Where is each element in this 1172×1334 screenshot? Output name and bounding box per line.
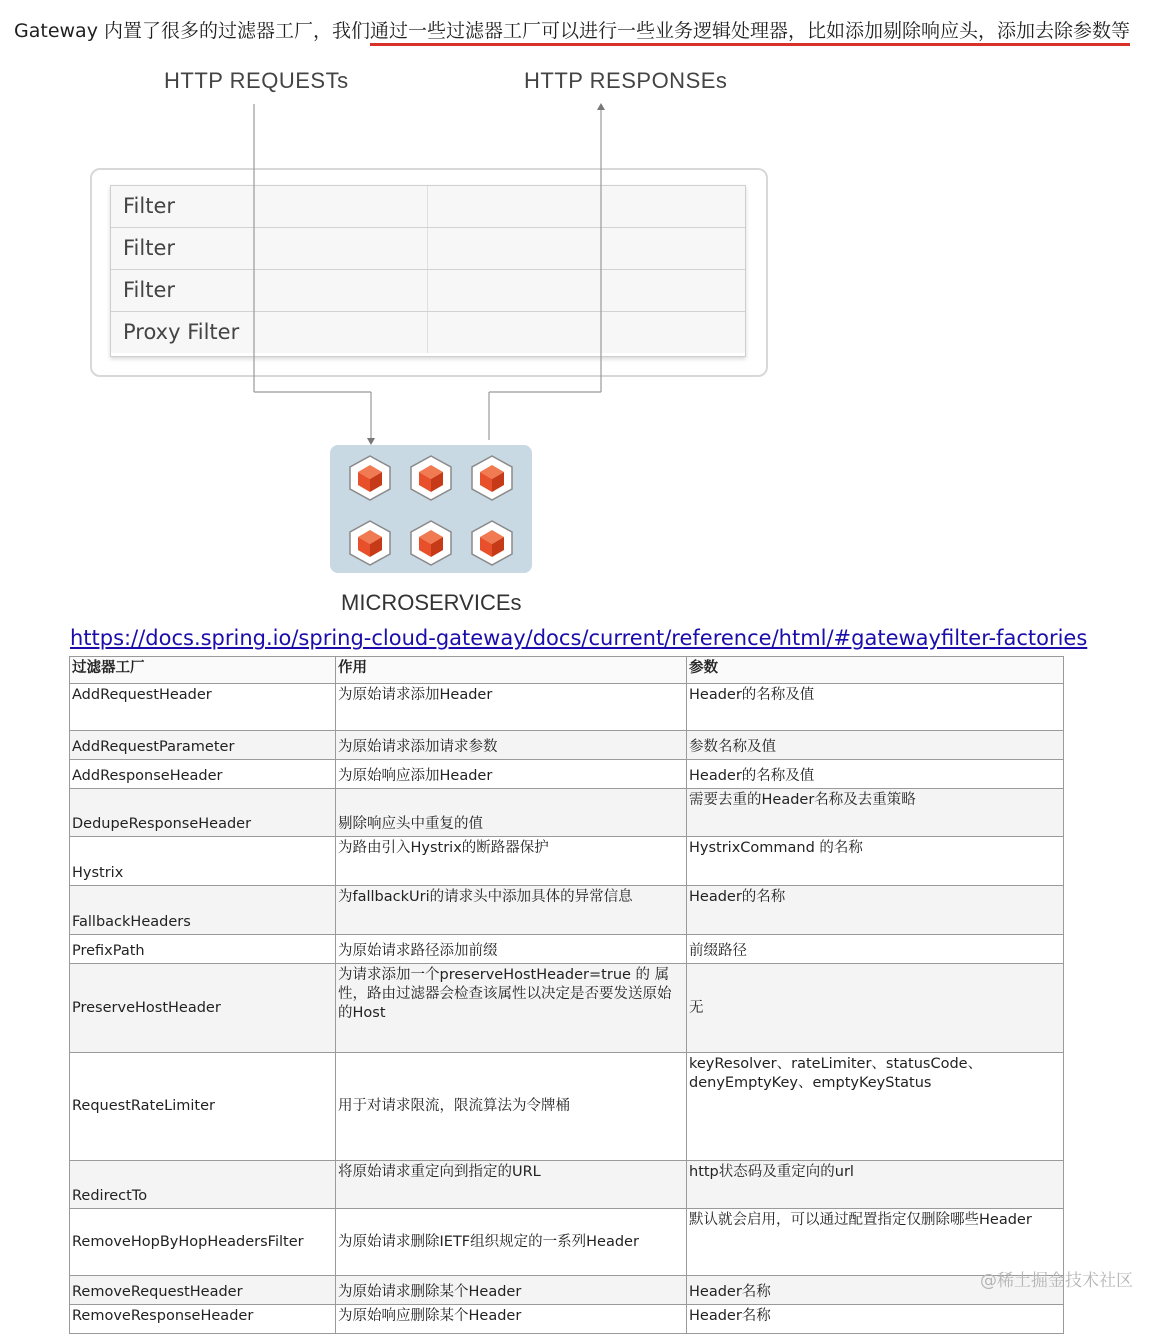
microservice-icons [330,445,532,573]
cell-purpose: 为原始响应删除某个Header [336,1305,687,1334]
cell-factory: Hystrix [70,837,336,886]
table-row [70,1209,1064,1276]
intro-prefix: Gateway 内置了很多的过滤器工厂，我们 [14,20,370,42]
cell-purpose: 剔除响应头中重复的值 [336,789,687,837]
table-row [70,1053,1064,1161]
cell-params: Header的名称 [687,886,1064,935]
cell-params: http状态码及重定向的url [687,1161,1064,1209]
cell-purpose: 为原始请求添加请求参数 [336,731,687,760]
responses-label: HTTP RESPONSEs [524,68,728,93]
table-row [70,684,1064,731]
cell-factory: AddResponseHeader [70,760,336,789]
table-row [70,1161,1064,1209]
cell-purpose: 为原始请求删除IETF组织规定的一系列Header [336,1209,687,1276]
table-row [70,1305,1064,1334]
cell-params: HystrixCommand 的名称 [687,837,1064,886]
cell-purpose: 为原始请求添加Header [336,684,687,731]
table-row [70,837,1064,886]
cell-factory: PrefixPath [70,935,336,964]
cube-icon [472,456,512,500]
cell-params: 参数名称及值 [687,731,1064,760]
docs-link[interactable]: https://docs.spring.io/spring-cloud-gateway/docs/current/reference/html/#gatewayfilter-factories [70,626,1088,650]
watermark: @稀土掘金技术社区 [980,1271,1133,1291]
flow-lines [0,0,1172,620]
table-row [70,935,1064,964]
cell-params: Header名称 [687,1276,1064,1305]
cell-factory: DedupeResponseHeader [70,789,336,837]
cell-params: 前缀路径 [687,935,1064,964]
cube-icon [472,521,512,565]
cell-factory: RemoveResponseHeader [70,1305,336,1334]
cell-factory: AddRequestHeader [70,684,336,731]
cell-purpose: 为原始请求路径添加前缀 [336,935,687,964]
cell-purpose: 将原始请求重定向到指定的URL [336,1161,687,1209]
cell-params: Header的名称及值 [687,684,1064,731]
arrow-up-icon [597,103,605,110]
cell-factory: RequestRateLimiter [70,1053,336,1161]
cell-purpose: 用于对请求限流，限流算法为令牌桶 [336,1053,687,1161]
cell-purpose: 为fallbackUri的请求头中添加具体的异常信息 [336,886,687,935]
cell-params: 需要去重的Header名称及去重策略 [687,789,1064,837]
filter-factories-table [69,656,1064,1334]
table-row [70,789,1064,837]
cube-icon [350,456,390,500]
filter-label: Filter [123,236,176,260]
requests-label: HTTP REQUESTs [164,68,349,93]
cell-factory: RemoveRequestHeader [70,1276,336,1305]
header-factory: 过滤器工厂 [70,657,336,684]
cell-purpose: 为请求添加一个preserveHostHeader=true 的 属性，路由过滤器会检查该属性以决定是否要发送原始的Host [336,964,687,1053]
cell-params: Header名称 [687,1305,1064,1334]
table-row [70,731,1064,760]
header-purpose: 作用 [336,657,687,684]
cube-icon [411,521,451,565]
cell-factory: PreserveHostHeader [70,964,336,1053]
table-row [70,964,1064,1053]
cell-purpose: 为路由引入Hystrix的断路器保护 [336,837,687,886]
cube-icon [350,521,390,565]
filter-label: Filter [123,194,176,218]
microservices-label: MICROSERVICEs [341,590,522,615]
table-header-row [70,657,1064,684]
table-row [70,1276,1064,1305]
cell-factory: AddRequestParameter [70,731,336,760]
cell-params: Header的名称及值 [687,760,1064,789]
cell-purpose: 为原始响应添加Header [336,760,687,789]
intro-highlight: 通过一些过滤器工厂可以进行一些业务逻辑处理器，比如添加剔除响应头，添加去除参数等 [370,20,1130,46]
cell-factory: FallbackHeaders [70,886,336,935]
header-params: 参数 [687,657,1064,684]
filter-label: Filter [123,278,176,302]
table-row [70,886,1064,935]
cell-params: keyResolver、rateLimiter、statusCode、denyEmptyKey、emptyKeyStatus [687,1053,1064,1161]
table-row [70,760,1064,789]
cell-factory: RemoveHopByHopHeadersFilter [70,1209,336,1276]
cell-factory: RedirectTo [70,1161,336,1209]
cube-icon [411,456,451,500]
cell-params: 无 [687,964,1064,1053]
cell-params: 默认就会启用，可以通过配置指定仅删除哪些Header [687,1209,1064,1276]
arrow-down-icon [367,438,375,445]
filter-label: Proxy Filter [123,320,240,344]
cell-purpose: 为原始请求删除某个Header [336,1276,687,1305]
